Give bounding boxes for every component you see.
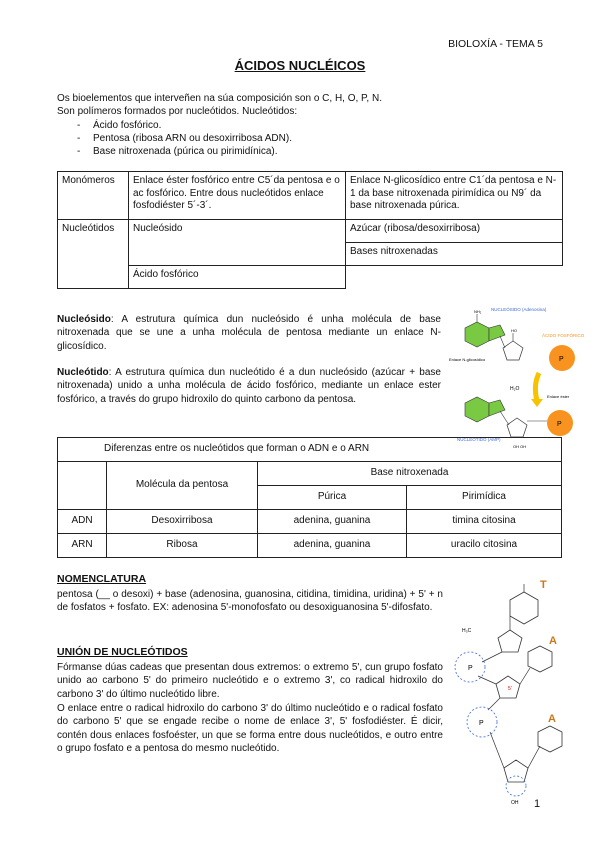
- nucleotido-paragraph: [57, 366, 441, 406]
- row-purica: adenina, guanina: [258, 534, 407, 558]
- ribose-icon: [507, 418, 527, 437]
- thymine-ring-icon: [510, 592, 538, 624]
- col-pirimidica: Pirimídica: [407, 486, 562, 510]
- ribose-icon: [503, 341, 523, 360]
- adenine-ring-icon: [538, 726, 562, 752]
- intro-line-2: Son polímeros formados por nucleótidos. Nucleótidos:: [57, 106, 298, 118]
- row-pentosa: Ribosa: [107, 534, 258, 558]
- arrow-head-icon: [531, 399, 543, 407]
- deoxyribose-icon: [498, 630, 522, 652]
- page-header: BIOLOXÍA - TEMA 5: [448, 38, 543, 50]
- nucleosido-term: Nucleósido: [57, 314, 111, 325]
- base-label-top: T: [540, 579, 547, 591]
- nucleotido-text: : A estrutura química dun nucleótido é a dun nucleósido (azúcar + base nitroxenada) unido a unha molécula de ácido fosfórico, mediante un enlace ester fosfórico, a través do grupo hidroxilo do quinto carbono da pentosa.: [57, 367, 441, 405]
- union-heading: UNIÓN DE NUCLEÓTIDOS: [57, 646, 188, 658]
- cell-nucleosido: Nucleósido: [129, 220, 346, 266]
- row-purica: adenina, guanina: [258, 510, 407, 534]
- cell-enlace-n-glicosidico: Enlace N-glicosídico entre C1´da pentosa e N-1 da base nitroxenada pirimídica ou N9´ da base nitroxenada púrica.: [346, 172, 563, 220]
- table-row: [58, 534, 562, 558]
- monomers-table: [57, 171, 563, 289]
- adenine-ring-icon: [528, 646, 552, 672]
- phosphorus-label: P: [468, 665, 473, 672]
- bullet-item: - Ácido fosfórico.: [57, 119, 557, 132]
- cell-bases: Bases nitroxenadas: [346, 243, 563, 266]
- reaction-arrow-icon: [535, 373, 539, 401]
- col-purica: Púrica: [258, 486, 407, 510]
- union-paragraph-1: Fórmanse dúas cadeas que presentan dous extremos: o extremo 5', cun grupo fosfato unido ao carbono 5' do primeiro nucleótido e o extremo 3', co radical hidroxilo do carbono 3' do último nucleótido libre.: [57, 662, 443, 700]
- label-fosforico: ÁCIDO FOSFÓRICO: [542, 333, 585, 338]
- row-name: ADN: [58, 510, 107, 534]
- cell-nucleotidos: Nucleótidos: [58, 220, 129, 289]
- page-title: ÁCIDOS NUCLÉICOS: [234, 58, 366, 73]
- base-label-bot: A: [548, 713, 556, 725]
- page-number: 1: [534, 798, 541, 810]
- bullet-item: - Pentosa (ribosa ARN ou desoxirribosa ADN).: [57, 132, 557, 145]
- label-nucleotido: NUCLEÓTIDO (AMP): [457, 437, 501, 442]
- nucleosido-text: : A estrutura química dun nucleósido é unha molécula de base nitroxenada que se une a unha molécula de pentosa mediante un enlace N-glicosídico.: [57, 314, 441, 352]
- row-pirimidica: timina citosina: [407, 510, 562, 534]
- phosphorus-label: P: [557, 421, 562, 428]
- ho-label: HO: [511, 328, 517, 333]
- cell-azucar: Azúcar (ribosa/desoxirribosa): [346, 220, 563, 243]
- dna-strand-figure: [448, 572, 578, 818]
- phosphorus-label: P: [479, 720, 484, 727]
- cell-enlace-ester: Enlace éster fosfórico entre C5´da pentosa e o ac fosfórico. Entre dous nucleótidos enlace fosfodiéster 5´-3´.: [129, 172, 346, 220]
- carbon-label: 5': [508, 686, 512, 692]
- oh-label: OH OH: [513, 444, 527, 449]
- col-pentosa: Molécula da pentosa: [107, 462, 258, 510]
- adenine-ring-icon: [465, 397, 489, 422]
- intro-line-1: Os bioelementos que interveñen na súa composición son o C, H, O, P, N.: [57, 93, 382, 104]
- adenine-imidazole-icon: [489, 400, 505, 416]
- phosphorus-label: P: [559, 356, 564, 363]
- union-paragraph-2: O enlace entre o radical hidroxilo do carbono 3' do último nucleótido e o radical fosfato do carbono 5' que se engade recibe o nome de enlace 3', 5' fosfodiéster. É dicir, contén dous enlaces fosfoéster, un que se forma entre dous nucleótidos, e outro entre o grupo fosfato e a pentosa do mesmo nucleótido.: [57, 703, 443, 754]
- label-water: H₂O: [510, 386, 520, 392]
- nucleotido-term: Nucleótido: [57, 367, 109, 378]
- hydroxyl-highlight: [506, 776, 526, 796]
- row-name: ARN: [58, 534, 107, 558]
- intro: [57, 92, 557, 158]
- base-label-mid: A: [549, 635, 557, 647]
- col-base: Base nitroxenada: [258, 462, 562, 486]
- nucleosido-paragraph: [57, 313, 441, 353]
- adenine-imidazole-icon: [489, 325, 505, 341]
- label-enlace-ester: Enlace éster: [547, 394, 570, 399]
- row-pentosa: Desoxirribosa: [107, 510, 258, 534]
- cell-acido-fosforico: Ácido fosfórico: [129, 266, 346, 289]
- nomenclatura-heading: NOMENCLATURA: [57, 573, 147, 585]
- adn-arn-table: [57, 437, 562, 558]
- table-row: [58, 510, 562, 534]
- methyl-label: H₃C: [462, 628, 472, 634]
- adenine-ring-icon: [465, 322, 489, 347]
- cell-monomeros: Monómeros: [58, 172, 129, 220]
- deoxyribose-icon: [504, 760, 528, 782]
- row-pirimidica: uracilo citosina: [407, 534, 562, 558]
- label-enlace-glico: Enlace N-glicosídico: [449, 357, 486, 362]
- empty-cell: [58, 462, 107, 510]
- nh2-label: NH₂: [474, 309, 482, 314]
- bullet-item: - Base nitroxenada (púrica ou pirimidínica).: [57, 145, 557, 158]
- nomenclatura-text: pentosa (__ o desoxi) + base (adenosina, guanosina, citidina, timidina, uridina) + 5' + n de fosfatos + fosfato. EX: adenosina 5'-monofosfato ou desoxiguanosina 5'-difosfato.: [57, 589, 443, 614]
- intro-bullets: [57, 119, 557, 159]
- label-nucleosido: NUCLEÓSIDO (Adenosina): [491, 307, 547, 312]
- table-caption: Diferenzas entre os nucleótidos que forman o ADN e o ARN: [58, 438, 562, 462]
- oh-label: OH: [511, 800, 519, 806]
- empty-cell: [346, 266, 563, 289]
